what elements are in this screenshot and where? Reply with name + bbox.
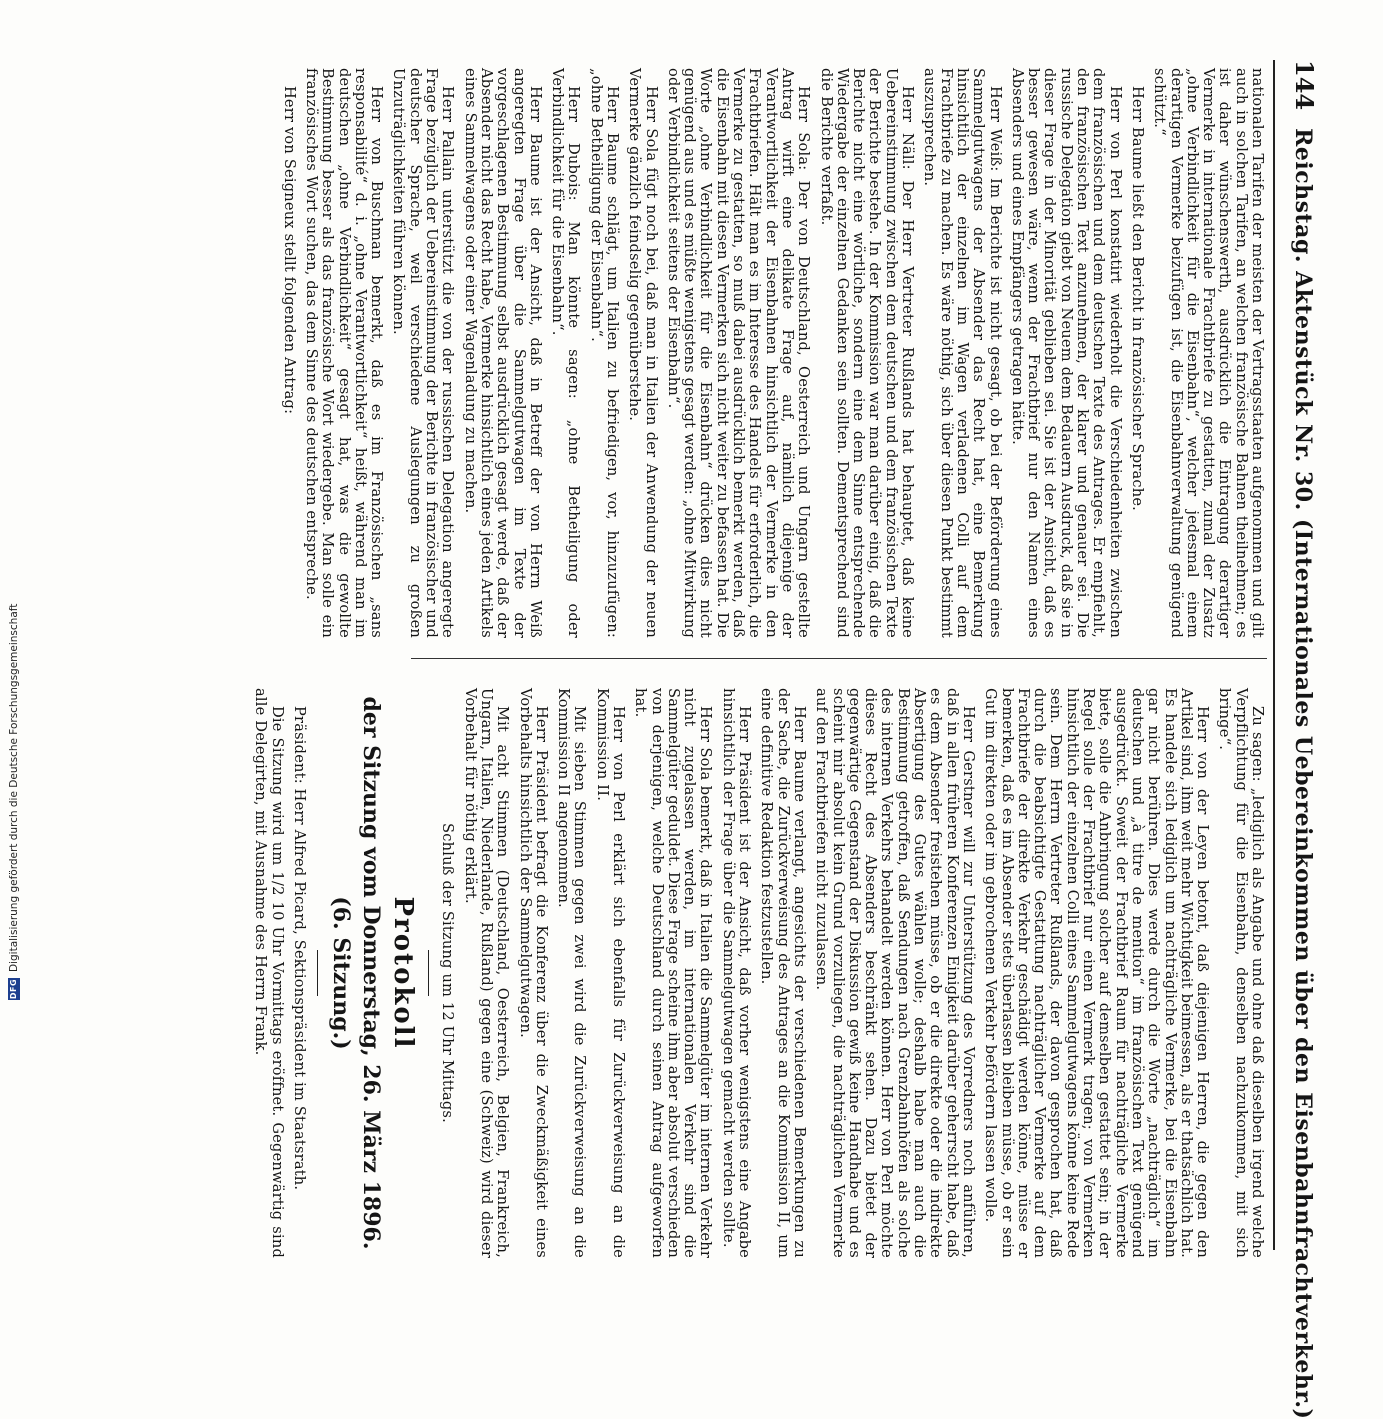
paragraph: Herr von Seigneux stellt folgenden Antrag: (280, 86, 298, 415)
paragraph: Zu sagen: „lediglich als Angabe und ohne daß dieselben irgend welche Verpflichtung für die Eisenbahn, denselben nachzukommen, mit sich bringe“. (1216, 688, 1266, 1258)
paragraph: Herr Sola: Der von Deutschland, Oesterreich und Ungarn gestellte Antrag wirft eine delikate Frage auf, nämlich diejenige der Verantwortlichkeit der Eisenbahnen hinsichtlich der Vermerke in den Frachtbriefen. Hält man es im Interesse des Handels für erforderlich, die Vermerke zu gestatten, so muß dabei ausdrücklich bemerkt werden, daß die Eisenbahn mit diesen Vermerken sich nicht weiter zu befassen hat. Die Worte „ohne Verbindlichkeit für die Eisenbahn“ drücken dies nicht genügend aus und es müßte wenigstens gesagt werden: „ohne Mitwirkung oder Verbindlichkeit seitens der Eisenbahn“. (664, 68, 813, 638)
session-number: (6. Sitzung.) (328, 896, 355, 1050)
paragraph: Herr Sola fügt noch bei, daß man in Italien der Anwendung der neuen Vermerke gänzlich feindselig gegenüberstehe. (626, 68, 660, 638)
section-rule (317, 950, 318, 996)
credit-text: Digitalisierung gefördert durch die Deutsche Forschungsgemeinschaft (8, 603, 20, 972)
session-date-line: der Sitzung vom Donnerstag, 26. März 1896. (358, 696, 385, 1250)
paragraph: Die Sitzung wird um 1/2 10 Uhr Vormittags eröffnet. Gegenwärtig sind alle Delegirten, mit Ausnahme des Herrn Frank. (252, 688, 286, 1258)
paragraph: Herr Näll: Der Herr Vertreter Rußlands hat behauptet, daß keine Uebereinstimmung zwischen dem deutschen und dem französischen Texte der Berichte bestehe. In der Kommission war man darüber einig, daß die Berichte nicht eine wörtliche, sondern eine dem Sinne entsprechende Wiedergabe der einzelnen Gedanken sein sollten. Dementsprechend sind die Berichte verfaßt. (817, 68, 917, 638)
paragraph: Herr Baume schlägt, um Italien zu befriedigen, vor, hinzuzufügen: „ohne Betheiligung der Eisenbahn“. (587, 68, 622, 638)
page-number: 144 (1290, 60, 1319, 111)
paragraph: Herr von Buschman bemerkt, daß es im Französischen „sans responsabilité“ d. i. „ohne Verantwortlichkeit“ heißt, während man im deutschen „ohne Verbindlichkeit“ gesagt hat, was die gewollte Bestimmung besser als das französische Wort wiedergebe. Man solle ein französisches Wort suchen, das dem Sinne des deutschen entspreche. (302, 68, 386, 638)
paragraph: Herr von Perl konstatirt wiederholt die Verschiedenheiten zwischen dem französischen und dem deutschen Texte des Antrages. Er empfiehlt, den französischen Text anzunehmen, der klarer und genauer sei. Die russische Delegation giebt von Neuem dem Bedauern Ausdruck, daß sie in dieser Frage in der Minorität geblieben sei. Sie ist der Ansicht, daß es besser gewesen wäre, wenn der Frachtbrief nur den Namen eines Absenders und eines Empfängers getragen hätte. (1008, 68, 1124, 638)
paragraph: Herr Weiß: Im Berichte ist nicht gesagt, ob bei der Beförderung eines Sammelgutwagens der Absender das Recht hat, eine Bemerkung hinsichtlich der einzelnen im Wagen verladenen Colli auf dem Frachtbriefe zu machen. Es wäre nöthig, sich über diesen Punkt bestimmt auszusprechen. (921, 68, 1004, 638)
page-header (1279, 60, 1319, 1419)
paragraph: Herr Baume ließt den Bericht in französischer Sprache. (1128, 86, 1146, 512)
paragraph: Herr Dubois: Man könnte sagen: „ohne Betheiligung oder Verbindlichkeit für die Eisenbahn“. (549, 68, 583, 638)
paragraph: Herr Präsident befragt die Konferenz über die Zweckmäßigkeit eines Vorbehalts hinsichtlich der Sammelgutwagen. (516, 688, 550, 1258)
paragraph: Herr Pallain unterstützt die von der russischen Delegation angeregte Frage bezüglich der Uebereinstimmung der Berichte in französischer und deutscher Sprache, weil verschiedene Auslegungen zu großen Unzuträglichkeiten führen können. (390, 68, 457, 638)
paragraph: Mit sieben Stimmen gegen zwei wird die Zurückverweisung an die Kommission II angenommen. (555, 688, 589, 1258)
paragraph: Herr Baume verlangt, angesichts der verschiedenen Bemerkungen zu der Sache, die Zurückverweisung des Antrages an die Kommission II, um eine definitive Redaktion festzustellen. (758, 688, 808, 1258)
paragraph: nationalen Tarifen der meisten der Vertragsstaaten aufgenommen und gilt auch in solchen Tarifen, an welchen französische Bahnen theilnehmen; es ist daher wünschenswerth, ausdrücklich die Eintragung derartiger Vermerke in internationale Frachtbriefe zu gestatten, zumal der Zusatz „ohne Verbindlichkeit für die Eisenbahn“, welcher jedesmal einem derartigen Vermerke beizufügen ist, die Eisenbahnverwaltung genügend schützt.“ (1151, 68, 1266, 638)
paragraph: Mit acht Stimmen (Deutschland, Oesterreich, Belgien, Frankreich, Ungarn, Italien, Niederlande, Rußland) gegen eine (Schweiz) wird dieser Vorbehalt für nöthig erklärt. (461, 688, 512, 1258)
header-rule (1273, 60, 1275, 1250)
paragraph: Herr von Perl erklärt sich ebenfalls für Zurückverweisung an die Kommission II. (593, 688, 628, 1258)
dfg-logo: DFG (9, 978, 18, 1000)
paragraph: Herr Baume ist der Ansicht, daß in Betreff der von Herrn Weiß angeregten Frage über die Sammelgutwagen im Texte der vorgeschlagenen Bestimmung selbst ausdrücklich gesagt werde, daß der Absender nicht das Recht habe, Vermerke hinsichtlich eines jeden Artikels eines Sammelwagens oder einer Wagenladung zu machen. (461, 68, 544, 638)
left-column (280, 68, 1266, 638)
digitization-credit (4, 0, 24, 1000)
protokoll-title: Protokoll (388, 896, 419, 1050)
column-divider (411, 658, 1267, 659)
protokoll-heading (328, 688, 418, 1258)
running-title: Reichstag. Aktenstück Nr. 30. (Internationales Uebereinkommen über den Eisenbahnfrachtverkehr.) (1290, 128, 1316, 1419)
paragraph: Herr Sola bemerkt, daß in Italien die Sammelgüter im internen Verkehr nicht zugelassen werden, im internationalen Verkehr sind die Sammelgüter geduldet. Diese Frage scheine ihm aber absolut verschieden von derjenigen, welche Deutschland durch seinen Antrag aufgeworfen hat. (632, 688, 715, 1258)
paragraph: Schluß der Sitzung um 12 Uhr Mittags. (439, 823, 457, 1123)
section-rule (428, 950, 429, 996)
paragraph: Herr Gerstner will zur Unterstützung des Vorredners noch anführen, daß in allen früheren Konferenzen Einigkeit darüber geherrscht habe, daß es dem Absender freistehen müsse, ob er die direkte oder die indirekte Absertigung des Gutes wählen wolle; deshalb habe man auch die Bestimmung getroffen, daß Sendungen nach Grenzbahnhöfen als solche des internen Verkehrs behandelt werden können. Herr von Perl möchte dieses Recht des Absenders beschränkt sehen. Dazu bietet der gegenwärtige Gegenstand der Diskussion gewiß keine Handhabe und es scheint mir absolut kein Grund vorzuliegen, die nachträglichen Vermerke auf den Frachtbriefen nicht zuzulassen. (813, 688, 977, 1258)
paragraph: Herr von der Leyen betont, daß diejenigen Herren, die gegen den Artikel sind, ihm weit mehr Wichtigkeit beimessen, als er thatsächlich hat. Es handele sich lediglich um nachträgliche Vermerke, bei die Eisenbahn gar nicht berühren. Dies werde durch die Worte „nachträglich“ im deutschen und „à titre de mention“ im französischen Text genügend ausgedrückt. Soweit der Frachtbrief Raum für nachträgliche Vermerke biete, solle die Anbringung solcher auf demselben gestattet sein; in der Regel solle der Frachtbrief nur einen Vermerk tragen; von Vermerken hinsichtlich der einzelnen Colli eines Sammelgutwagens könne keine Rede sein. Dem Herrn Vertreter Rußlands, der davon gesprochen hat, daß durch die beabsichtigte Gestattung nachträglicher Vermerke auf dem Frachtbriefe der direkte Verkehr geschädigt werden könne, müsse er bemerken, daß es im Absender stets überlassen bleiben müsse, ob er sein Gut im direkten oder im gebrochenen Verkehr befördern lassen wolle. (982, 688, 1212, 1258)
paragraph: Präsident: Herr Alfred Picard, Sektionspräsident im Staatsrath. (291, 706, 309, 1191)
paragraph: Herr Präsident ist der Ansicht, daß vorher wenigstens eine Angabe hinsichtlich der Frage über die Sammelgutwagen gemacht werden sollte. (719, 688, 754, 1258)
right-column (252, 688, 1266, 1258)
